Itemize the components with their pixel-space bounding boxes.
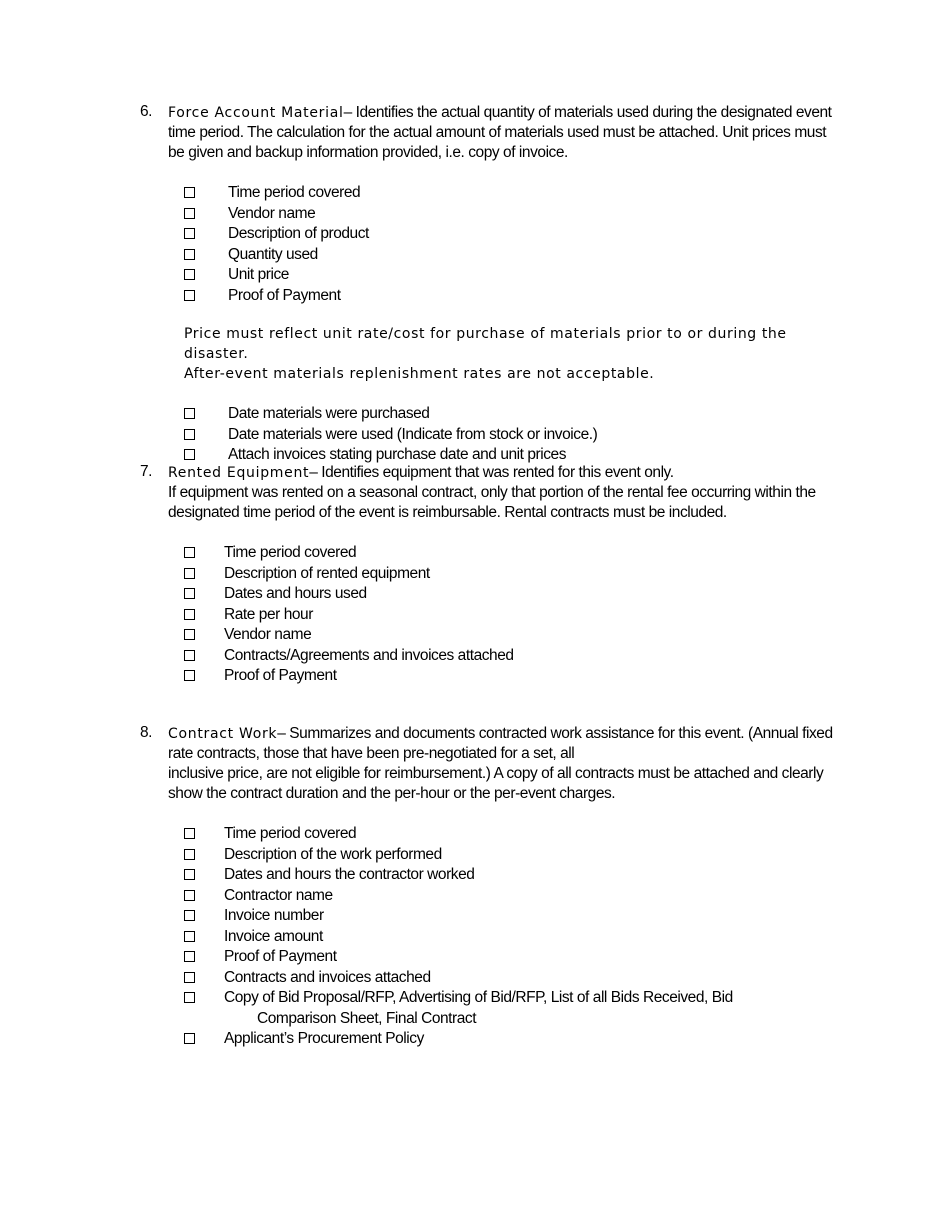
checklist-item[interactable]: Attach invoices stating purchase date and unit prices	[184, 445, 840, 466]
checkbox[interactable]	[184, 187, 195, 198]
checkbox[interactable]	[184, 249, 195, 260]
section-title: Contract Work	[168, 726, 278, 742]
checkbox[interactable]	[184, 869, 195, 880]
checkbox[interactable]	[184, 609, 195, 620]
checkbox[interactable]	[184, 670, 195, 681]
checkbox[interactable]	[184, 890, 195, 901]
checklist-item[interactable]: Contracts and invoices attached	[184, 968, 840, 989]
section-title: Force Account Material	[168, 105, 344, 121]
checklist-item[interactable]: Invoice number	[184, 906, 840, 927]
checklist-item[interactable]: Invoice amount	[184, 927, 840, 948]
checkbox[interactable]	[184, 849, 195, 860]
checklist-2	[184, 404, 840, 466]
checklist	[184, 543, 840, 687]
checkbox[interactable]	[184, 828, 195, 839]
checklist-item[interactable]: Description of the work performed	[184, 845, 840, 866]
checklist-item[interactable]: Unit price	[184, 265, 840, 286]
checkbox[interactable]	[184, 269, 195, 280]
section-description: – Identifies equipment that was rented for this event only.	[309, 464, 674, 481]
checklist-item[interactable]: Description of product	[184, 224, 840, 245]
checkbox[interactable]	[184, 972, 195, 983]
checkbox[interactable]	[184, 429, 195, 440]
checklist-item[interactable]: Rate per hour	[184, 605, 840, 626]
checkbox[interactable]	[184, 1033, 195, 1044]
checklist-item[interactable]: Dates and hours used	[184, 584, 840, 605]
section-number: 7.	[140, 463, 153, 480]
checklist-item[interactable]: Proof of Payment	[184, 286, 840, 307]
section-7	[140, 463, 840, 687]
checklist-item[interactable]: Applicant’s Procurement Policy	[184, 1029, 840, 1050]
checklist-item[interactable]: Description of rented equipment	[184, 564, 840, 585]
checklist-item[interactable]: Copy of Bid Proposal/RFP, Advertising of Bid/RFP, List of all Bids Received, Bid	[184, 988, 840, 1009]
section-number: 8.	[140, 724, 153, 741]
checklist-item[interactable]: Contractor name	[184, 886, 840, 907]
checklist	[184, 183, 840, 306]
checklist-item[interactable]: Time period covered	[184, 543, 840, 564]
checkbox[interactable]	[184, 992, 195, 1003]
section-intro	[168, 463, 840, 523]
checklist	[184, 824, 840, 1049]
checklist-item[interactable]: Vendor name	[184, 625, 840, 646]
section-description-cont: If equipment was rented on a seasonal contract, only that portion of the rental fee occurring within the designated time period of the event is reimbursable. Rental contracts must be included.	[168, 484, 816, 521]
checklist-item[interactable]: Dates and hours the contractor worked	[184, 865, 840, 886]
checkbox[interactable]	[184, 208, 195, 219]
checkbox[interactable]	[184, 568, 195, 579]
checkbox[interactable]	[184, 547, 195, 558]
checkbox[interactable]	[184, 650, 195, 661]
section-number: 6.	[140, 103, 153, 120]
section-8	[140, 724, 840, 1049]
checklist-item[interactable]: Quantity used	[184, 245, 840, 266]
checkbox[interactable]	[184, 910, 195, 921]
checkbox[interactable]	[184, 951, 195, 962]
section-description-cont: inclusive price, are not eligible for reimbursement.) A copy of all contracts must be attached and clearly show the contract duration and the per-hour or the per-event charges.	[168, 765, 824, 802]
checkbox[interactable]	[184, 408, 195, 419]
section-6	[140, 103, 840, 466]
checklist-item[interactable]: Contracts/Agreements and invoices attached	[184, 646, 840, 667]
section-intro	[168, 724, 840, 804]
checklist-item[interactable]: Vendor name	[184, 204, 840, 225]
checklist-item[interactable]: Time period covered	[184, 183, 840, 204]
section-description: – Identifies the actual quantity of materials used during the designated event time period. The calculation for the actual amount of materials used must be attached. Unit prices must be given and backup information provided, i.e. copy of invoice.	[168, 104, 832, 161]
section-title: Rented Equipment	[168, 465, 310, 481]
section-intro	[168, 103, 840, 163]
checkbox[interactable]	[184, 449, 195, 460]
checkbox[interactable]	[184, 228, 195, 239]
price-note: Price must reflect unit rate/cost for purchase of materials prior to or during the disaster. After-event materials replenishment rates are not acceptable.	[184, 326, 787, 382]
checklist-item[interactable]: Date materials were used (Indicate from stock or invoice.)	[184, 425, 840, 446]
checklist-item[interactable]: Proof of Payment	[184, 947, 840, 968]
checklist-item[interactable]: Date materials were purchased	[184, 404, 840, 425]
checklist-item-continuation: Comparison Sheet, Final Contract	[257, 1009, 477, 1027]
checkbox[interactable]	[184, 931, 195, 942]
checklist-item[interactable]: Time period covered	[184, 824, 840, 845]
section-description: – Summarizes and documents contracted work assistance for this event. (Annual fixed rate contracts, those that have been pre-negotiated for a set, all	[168, 725, 833, 762]
checkbox[interactable]	[184, 588, 195, 599]
checkbox[interactable]	[184, 629, 195, 640]
checkbox[interactable]	[184, 290, 195, 301]
checklist-item[interactable]: Proof of Payment	[184, 666, 840, 687]
